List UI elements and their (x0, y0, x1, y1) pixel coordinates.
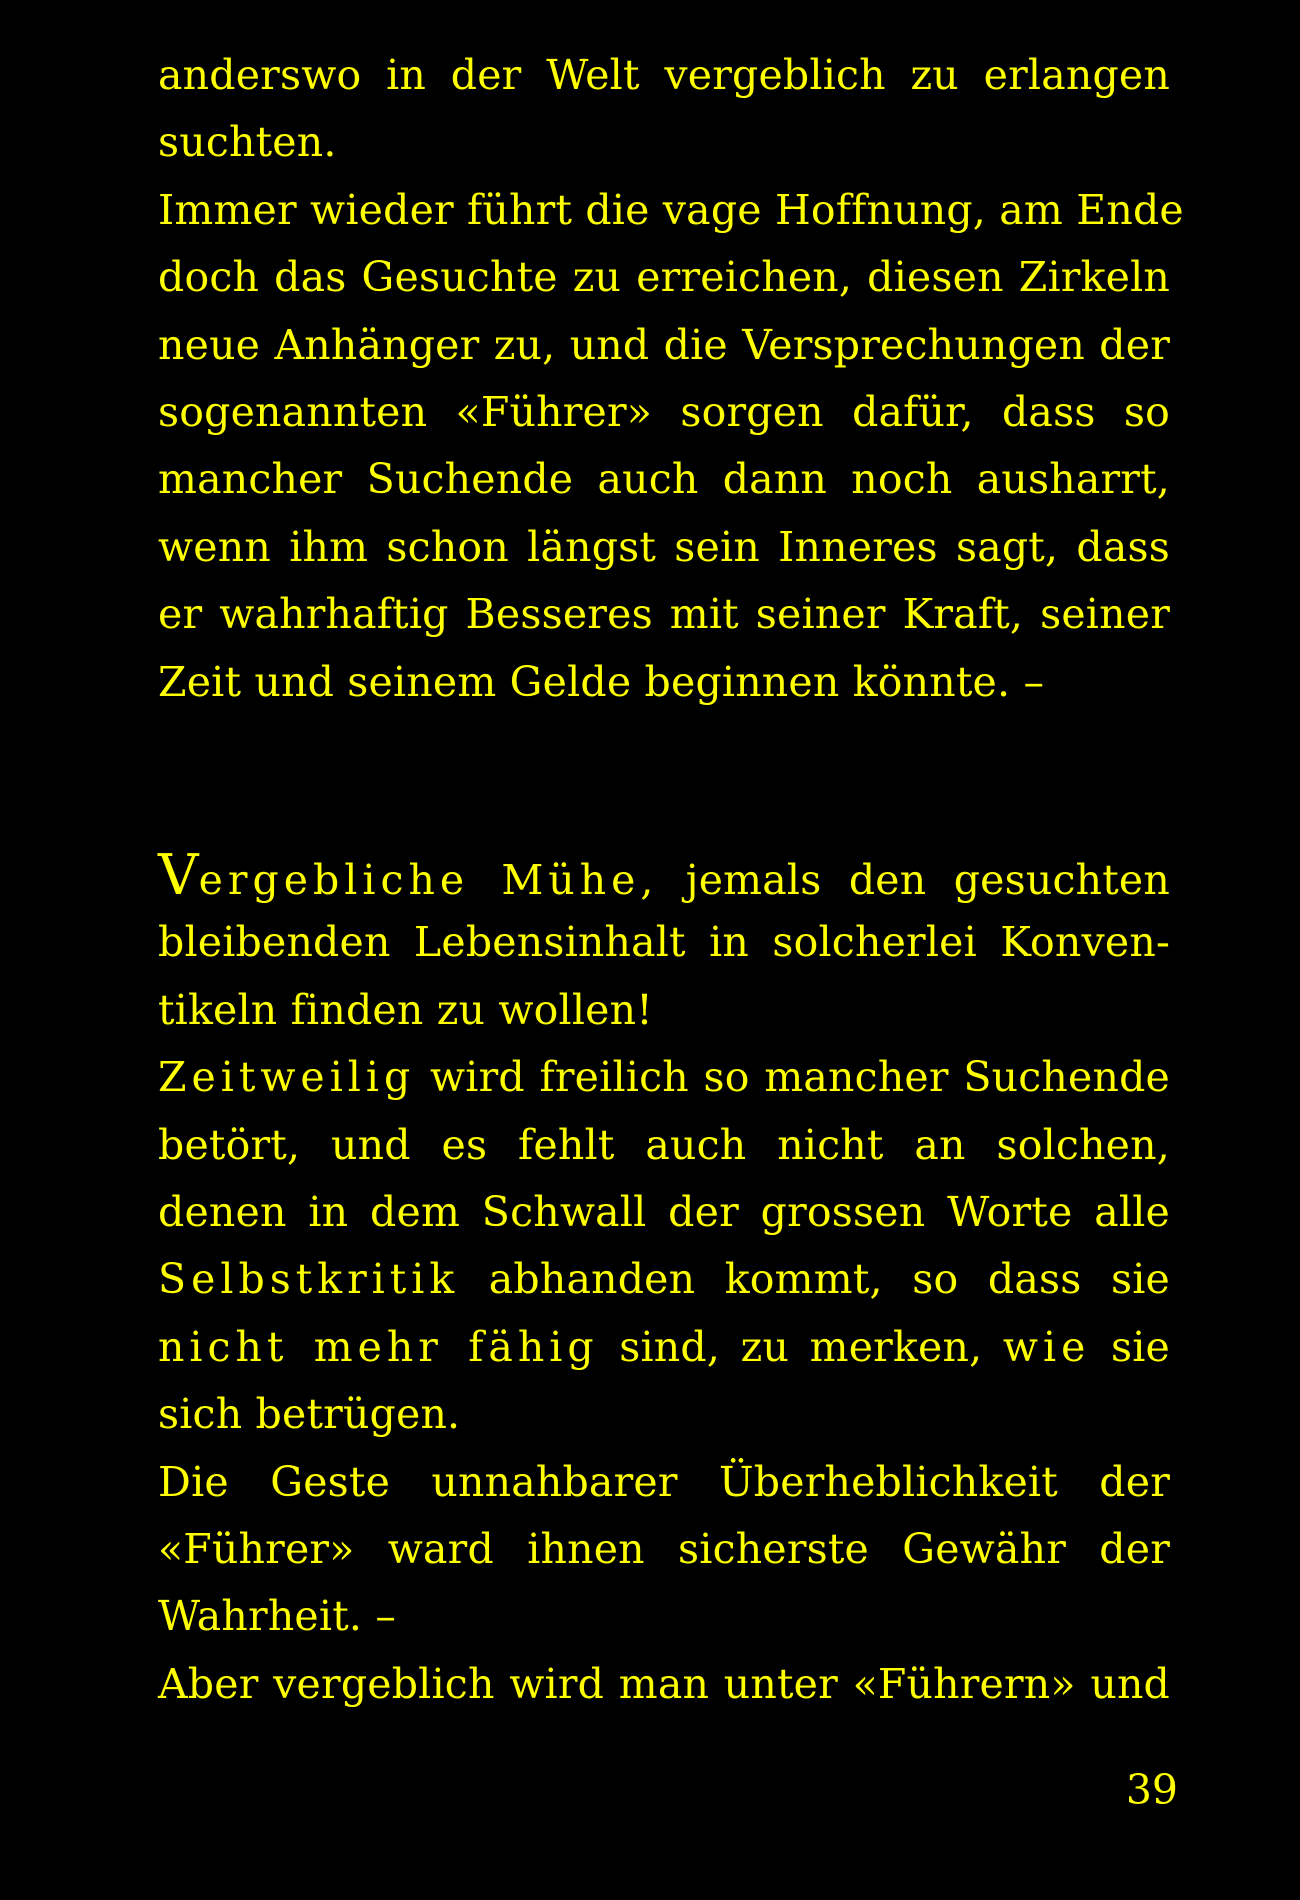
text-fragment: sie (1110, 1322, 1170, 1371)
text-line: sich betrügen. (158, 1390, 461, 1439)
text-line: suchten. (158, 118, 337, 167)
text-line: er wahrhaftig Besseres mit seiner Kraft, seiner (158, 590, 1170, 639)
text-fragment: jemals den gesuchten (685, 856, 1170, 904)
text-line: mancher Suchende auch dann noch ausharrt, (158, 455, 1170, 504)
text-line: wenn ihm schon längst sein Inneres sagt, dass (158, 522, 1170, 571)
spaced-phrase: Zeitweilig (158, 1053, 416, 1102)
text-line: Die Geste unnahbarer Überheblichkeit der (158, 1457, 1170, 1506)
spaced-phrase: nicht mehr fähig (158, 1322, 599, 1371)
text-line: Wahrheit. – (158, 1592, 397, 1641)
text-line (158, 1314, 1170, 1381)
text-fragment: abhanden kommt, so dass sie (488, 1255, 1170, 1304)
paragraph-block-2 (158, 842, 1170, 1718)
paragraph-block-1 (158, 42, 1184, 716)
text-line: Zeit und seinem Gelde beginnen könnte. – (158, 657, 1045, 706)
text-line: betört, und es fehlt auch nicht an solchen, (158, 1120, 1170, 1169)
text-line: anderswo in der Welt vergeblich zu erlangen (158, 51, 1170, 99)
text-fragment: wird freilich so mancher Suchende (429, 1053, 1171, 1102)
text-fragment: sind, zu merken, (619, 1322, 983, 1371)
text-line: neue Anhänger zu, und die Versprechungen der (158, 320, 1170, 369)
text-line: Aber vergeblich wird man unter «Führern» und (158, 1659, 1170, 1708)
text-line: bleibenden Lebensinhalt in solcherlei Konven- (158, 918, 1170, 967)
text-line: sogenannten «Führer» sorgen dafür, dass so (158, 387, 1170, 436)
initial-letter: V (158, 843, 199, 908)
page-number: 39 (1125, 1766, 1178, 1814)
text-line (158, 842, 1170, 909)
text-line: tikeln finden zu wollen! (158, 985, 653, 1034)
spaced-phrase: ergebliche Mühe, (198, 856, 659, 904)
text-line (158, 1044, 1170, 1111)
text-line: «Führer» ward ihnen sicherste Gewähr der (158, 1524, 1170, 1573)
text-line (158, 1246, 1170, 1313)
text-line: doch das Gesuchte zu erreichen, diesen Zirkeln (158, 253, 1170, 302)
text-line: Immer wieder führt die vage Hoffnung, am Ende (158, 185, 1184, 234)
spaced-phrase: wie (1002, 1322, 1091, 1371)
text-line: denen in dem Schwall der grossen Worte alle (158, 1187, 1170, 1236)
spaced-phrase: Selbstkritik (158, 1255, 460, 1304)
